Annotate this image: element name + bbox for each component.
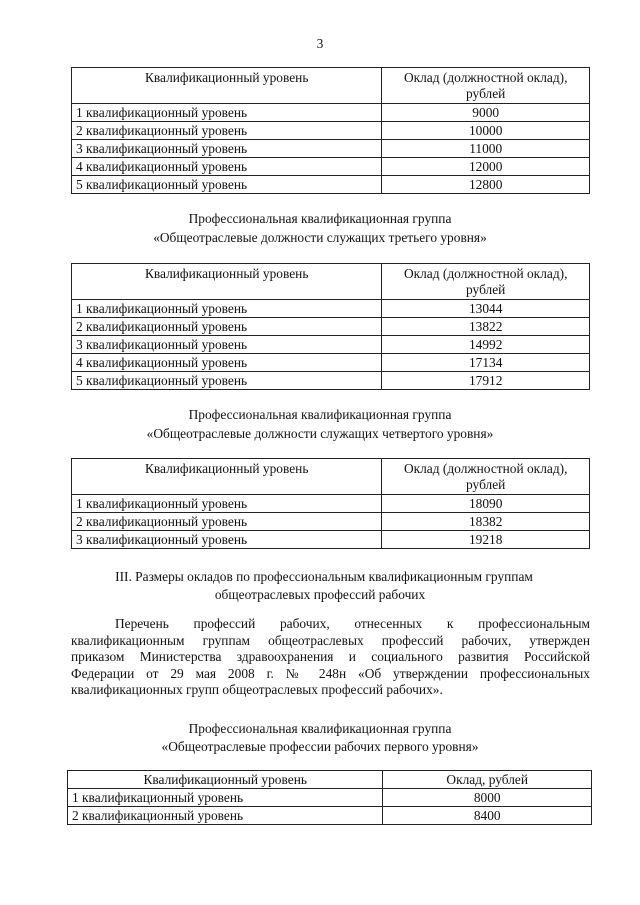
- salary-cell: 13044: [382, 300, 590, 318]
- salary-table-2: [71, 263, 590, 390]
- salary-cell: 12000: [382, 158, 590, 176]
- table-row: [72, 176, 590, 194]
- column-header-level: Квалификационный уровень: [72, 264, 382, 300]
- table-row: [72, 531, 590, 549]
- paragraph-line: Федерации от 29 мая 2008 г. № 248н «Об утверждении профессиональных: [71, 665, 590, 681]
- level-cell: 2 квалификационный уровень: [72, 513, 382, 531]
- salary-cell: 13822: [382, 318, 590, 336]
- column-header-salary: Оклад (должностной оклад), рублей: [382, 459, 590, 495]
- table-row: [72, 513, 590, 531]
- table-header-row: [72, 68, 590, 104]
- group-heading-line2: «Общеотраслевые профессии рабочих первого уровня»: [161, 739, 479, 754]
- level-cell: 4 квалификационный уровень: [72, 354, 382, 372]
- table-row: [72, 318, 590, 336]
- level-cell: 1 квалификационный уровень: [72, 104, 382, 122]
- level-cell: 1 квалификационный уровень: [68, 789, 383, 807]
- column-header-level: Квалификационный уровень: [72, 68, 382, 104]
- salary-cell: 18382: [382, 513, 590, 531]
- salary-cell: 19218: [382, 531, 590, 549]
- paragraph-line: квалификационных групп общеотраслевых профессий рабочих».: [71, 682, 443, 697]
- group-heading-line2: «Общеотраслевые должности служащих третьего уровня»: [153, 230, 487, 245]
- body-paragraph: [71, 616, 590, 699]
- level-cell: 3 квалификационный уровень: [72, 140, 382, 158]
- salary-table-1: [71, 67, 590, 194]
- level-cell: 4 квалификационный уровень: [72, 158, 382, 176]
- salary-cell: 9000: [382, 104, 590, 122]
- column-header-salary: Оклад, рублей: [383, 771, 592, 789]
- group-heading-line1: Профессиональная квалификационная группа: [188, 211, 452, 226]
- table-row: [72, 372, 590, 390]
- column-header-level: Квалификационный уровень: [72, 459, 382, 495]
- paragraph-line: Перечень профессий рабочих, отнесенных к профессиональным: [115, 616, 590, 631]
- level-cell: 5 квалификационный уровень: [72, 372, 382, 390]
- salary-cell: 14992: [382, 336, 590, 354]
- table-row: [68, 789, 592, 807]
- salary-cell: 10000: [382, 122, 590, 140]
- table-header-row: [72, 459, 590, 495]
- table-row: [72, 354, 590, 372]
- level-cell: 1 квалификационный уровень: [72, 300, 382, 318]
- paragraph-line: приказом Министерства здравоохранения и социального развития Российской: [71, 649, 590, 664]
- table-header-row: [72, 264, 590, 300]
- column-header-level: Квалификационный уровень: [68, 771, 383, 789]
- table-row: [72, 495, 590, 513]
- level-cell: 2 квалификационный уровень: [68, 807, 383, 825]
- salary-cell: 8400: [383, 807, 592, 825]
- level-cell: 5 квалификационный уровень: [72, 176, 382, 194]
- salary-cell: 17134: [382, 354, 590, 372]
- section-heading-line1: III. Размеры окладов по профессиональным квалификационным группам: [115, 569, 533, 584]
- table-header-row: [68, 771, 592, 789]
- salary-table-3: [71, 458, 590, 549]
- table-row: [72, 336, 590, 354]
- level-cell: 3 квалификационный уровень: [72, 531, 382, 549]
- group-heading-line1: Профессиональная квалификационная группа: [188, 407, 452, 422]
- level-cell: 3 квалификационный уровень: [72, 336, 382, 354]
- section-heading-line2: общеотраслевых профессий рабочих: [214, 587, 426, 602]
- salary-cell: 18090: [382, 495, 590, 513]
- column-header-salary: Оклад (должностной оклад), рублей: [382, 68, 590, 104]
- table-row: [72, 140, 590, 158]
- table-row: [72, 158, 590, 176]
- level-cell: 2 квалификационный уровень: [72, 318, 382, 336]
- group-heading-line1: Профессиональная квалификационная группа: [188, 721, 452, 736]
- paragraph-line: квалификационным группам общеотраслевых профессий рабочих, утвержден: [71, 632, 590, 648]
- table-row: [72, 300, 590, 318]
- table-row: [72, 104, 590, 122]
- level-cell: 2 квалификационный уровень: [72, 122, 382, 140]
- salary-table-4: [67, 770, 592, 825]
- table-row: [68, 807, 592, 825]
- salary-cell: 17912: [382, 372, 590, 390]
- salary-cell: 8000: [383, 789, 592, 807]
- level-cell: 1 квалификационный уровень: [72, 495, 382, 513]
- page-number: 3: [316, 36, 324, 51]
- salary-cell: 11000: [382, 140, 590, 158]
- column-header-salary: Оклад (должностной оклад), рублей: [382, 264, 590, 300]
- salary-cell: 12800: [382, 176, 590, 194]
- table-row: [72, 122, 590, 140]
- group-heading-line2: «Общеотраслевые должности служащих четвертого уровня»: [146, 426, 494, 441]
